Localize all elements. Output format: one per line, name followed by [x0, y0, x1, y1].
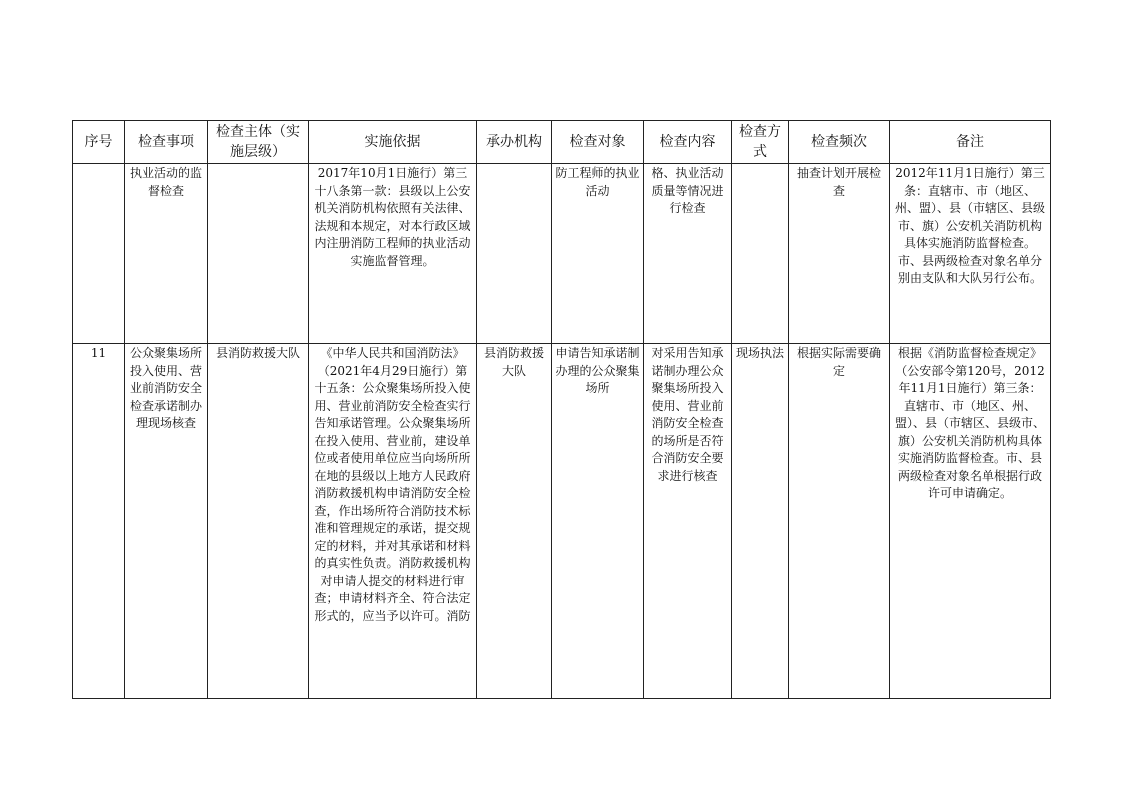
header-subject: 检查主体（实施层级） [208, 121, 309, 164]
header-item: 检查事项 [125, 121, 208, 164]
table-header-row [73, 121, 1051, 164]
cell-org: 县消防救援大队 [477, 344, 552, 699]
inspection-table [72, 120, 1051, 699]
cell-no [73, 164, 125, 344]
cell-basis: 《中华人民共和国消防法》（2021年4月29日施行）第十五条：公众聚集场所投入使用、营业前消防安全检查实行告知承诺管理。公众聚集场所在投入使用、营业前，建设单位或者使用单位应当向场所所在地的县级以上地方人民政府消防救援机构申请消防安全检查，作出场所符合消防技术标准和管理规定的承诺，提交规定的材料，并对其承诺和材料的真实性负责。消防救援机构对申请人提交的材料进行审查；申请材料齐全、符合法定形式的，应当予以许可。消防 [309, 344, 477, 699]
cell-method [732, 164, 789, 344]
cell-basis: 2017年10月1日施行）第三十八条第一款：县级以上公安机关消防机构依照有关法律、法规和本规定，对本行政区域内注册消防工程师的执业活动实施监督管理。 [309, 164, 477, 344]
header-remark: 备注 [890, 121, 1051, 164]
cell-remark: 根据《消防监督检查规定》（公安部令第120号，2012年11月1日施行）第三条：直辖市、市（地区、州、盟）、县（市辖区、县级市、旗）公安机关消防机构具体实施消防监督检查。市、县两级检查对象名单根据行政许可申请确定。 [890, 344, 1051, 699]
cell-content: 格、执业活动质量等情况进行检查 [644, 164, 732, 344]
cell-method: 现场执法 [732, 344, 789, 699]
header-method: 检查方式 [732, 121, 789, 164]
cell-subject: 县消防救援大队 [208, 344, 309, 699]
table-row [73, 344, 1051, 699]
table-row [73, 164, 1051, 344]
cell-item: 执业活动的监督检查 [125, 164, 208, 344]
cell-object: 防工程师的执业活动 [552, 164, 644, 344]
header-basis: 实施依据 [309, 121, 477, 164]
header-content: 检查内容 [644, 121, 732, 164]
cell-no: 11 [73, 344, 125, 699]
cell-object: 申请告知承诺制办理的公众聚集场所 [552, 344, 644, 699]
cell-org [477, 164, 552, 344]
cell-frequency: 根据实际需要确定 [789, 344, 890, 699]
header-no: 序号 [73, 121, 125, 164]
cell-content: 对采用告知承诺制办理公众聚集场所投入使用、营业前消防安全检查的场所是否符合消防安全要求进行核查 [644, 344, 732, 699]
header-org: 承办机构 [477, 121, 552, 164]
cell-item: 公众聚集场所投入使用、营业前消防安全检查承诺制办理现场核查 [125, 344, 208, 699]
cell-frequency: 抽查计划开展检查 [789, 164, 890, 344]
header-object: 检查对象 [552, 121, 644, 164]
header-frequency: 检查频次 [789, 121, 890, 164]
cell-subject [208, 164, 309, 344]
cell-remark: 2012年11月1日施行）第三条：直辖市、市（地区、州、盟）、县（市辖区、县级市、旗）公安机关消防机构具体实施消防监督检查。市、县两级检查对象名单分别由支队和大队另行公布。 [890, 164, 1051, 344]
